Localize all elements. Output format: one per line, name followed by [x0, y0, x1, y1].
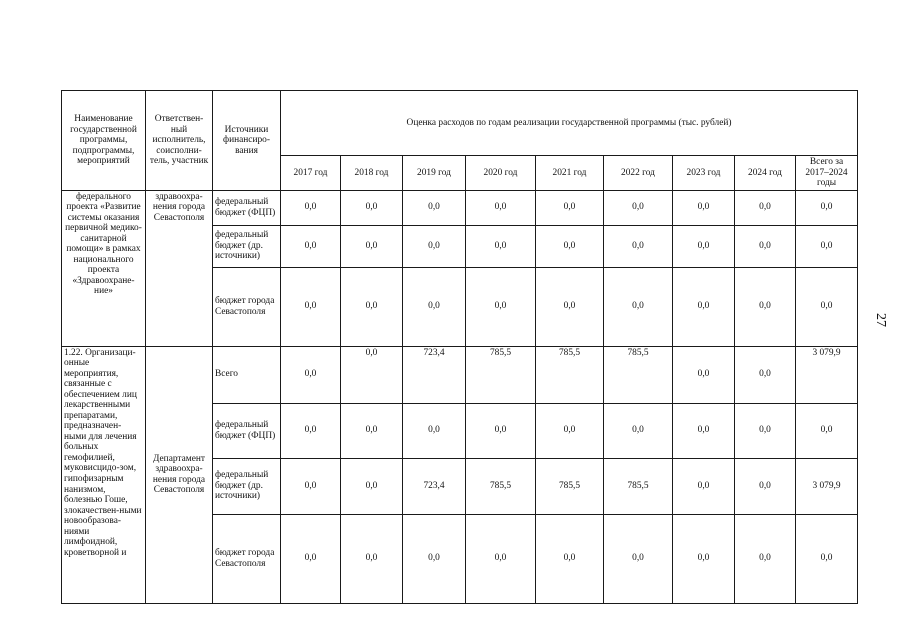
value-cell: 0,0	[673, 190, 735, 225]
value-cell: 785,5	[466, 458, 536, 514]
value-cell: 0,0	[341, 514, 403, 603]
total-cell: 3 079,9	[796, 458, 858, 514]
value-cell: 0,0	[341, 190, 403, 225]
value-cell: 0,0	[466, 225, 536, 267]
value-cell: 0,0	[281, 190, 341, 225]
value-cell: 0,0	[341, 267, 403, 346]
value-cell: 0,0	[735, 458, 796, 514]
value-cell: 0,0	[673, 346, 735, 403]
value-cell: 0,0	[536, 225, 604, 267]
value-cell: 0,0	[341, 458, 403, 514]
header-source: Источники финансиро-вания	[213, 91, 281, 191]
value-cell: 0,0	[735, 514, 796, 603]
value-cell: 0,0	[604, 267, 673, 346]
responsible-cell: Департамент здравоохра-нения города Севастополя	[146, 346, 213, 603]
value-cell: 0,0	[466, 403, 536, 458]
value-cell: 0,0	[466, 190, 536, 225]
value-cell: 0,0	[604, 403, 673, 458]
value-cell: 0,0	[536, 190, 604, 225]
responsible-cell: здравоохра-нения города Севастополя	[146, 190, 213, 346]
value-cell: 0,0	[604, 190, 673, 225]
value-cell: 0,0	[281, 514, 341, 603]
value-cell: 785,5	[604, 346, 673, 403]
source-cell: федеральный бюджет (ФЦП)	[213, 190, 281, 225]
budget-table	[61, 90, 858, 604]
header-name: Наименование государственной программы, подпрограммы, мероприятий	[62, 91, 146, 191]
year-cell: 2019 год	[403, 156, 466, 191]
source-cell: федеральный бюджет (др. источники)	[213, 458, 281, 514]
total-cell: 3 079,9	[796, 346, 858, 403]
source-cell: Всего	[213, 346, 281, 403]
total-cell: 0,0	[796, 403, 858, 458]
table-row	[62, 190, 858, 225]
value-cell: 0,0	[403, 514, 466, 603]
value-cell: 0,0	[536, 267, 604, 346]
value-cell: 0,0	[604, 225, 673, 267]
source-cell: федеральный бюджет (др. источники)	[213, 225, 281, 267]
value-cell: 0,0	[281, 225, 341, 267]
value-cell: 0,0	[281, 458, 341, 514]
value-cell: 0,0	[673, 458, 735, 514]
value-cell: 0,0	[281, 403, 341, 458]
value-cell: 0,0	[604, 514, 673, 603]
header-estimate: Оценка расходов по годам реализации государственной программы (тыс. рублей)	[281, 91, 858, 156]
value-cell: 0,0	[341, 346, 403, 403]
program-name-cell: федерального проекта «Развитие системы оказания первичной медико-санитарной помощи» в рамках национального проекта «Здравоохране-ние»	[62, 190, 146, 346]
value-cell: 0,0	[673, 225, 735, 267]
value-cell: 0,0	[341, 225, 403, 267]
year-cell: 2020 год	[466, 156, 536, 191]
value-cell: 0,0	[673, 267, 735, 346]
year-cell: 2018 год	[341, 156, 403, 191]
year-cell: 2024 год	[735, 156, 796, 191]
value-cell: 0,0	[673, 403, 735, 458]
header-responsible: Ответствен-ный исполнитель, соисполни-тель, участник	[146, 91, 213, 191]
value-cell: 0,0	[341, 403, 403, 458]
total-cell: 0,0	[796, 267, 858, 346]
value-cell: 0,0	[536, 403, 604, 458]
value-cell: 785,5	[536, 458, 604, 514]
value-cell: 723,4	[403, 346, 466, 403]
value-cell: 723,4	[403, 458, 466, 514]
value-cell: 0,0	[735, 403, 796, 458]
total-cell: 0,0	[796, 225, 858, 267]
value-cell: 0,0	[403, 190, 466, 225]
year-cell: 2022 год	[604, 156, 673, 191]
value-cell: 0,0	[403, 403, 466, 458]
total-cell: 0,0	[796, 190, 858, 225]
measure-name-cell: 1.22. Организаци-онные мероприятия, связанные с обеспечением лиц лекарственными препаратами, предназначен-ными для лечения больных гемофилией, муковисцидо-зом, гипофизарным нанизмом, болезнью Гоше, злокачествен-ными новообразова-ниями лимфоидной, кроветворной и	[62, 346, 146, 603]
value-cell: 0,0	[735, 225, 796, 267]
value-cell: 0,0	[466, 267, 536, 346]
year-cell: 2021 год	[536, 156, 604, 191]
year-cell: 2023 год	[673, 156, 735, 191]
year-cell: 2017 год	[281, 156, 341, 191]
table-row	[62, 346, 858, 403]
value-cell: 0,0	[403, 225, 466, 267]
source-cell: бюджет города Севастополя	[213, 267, 281, 346]
year-total-cell: Всего за 2017–2024 годы	[796, 156, 858, 191]
value-cell: 785,5	[604, 458, 673, 514]
value-cell: 0,0	[673, 514, 735, 603]
value-cell: 0,0	[735, 267, 796, 346]
value-cell: 0,0	[403, 267, 466, 346]
value-cell: 0,0	[536, 514, 604, 603]
source-cell: бюджет города Севастополя	[213, 514, 281, 603]
value-cell: 785,5	[466, 346, 536, 403]
value-cell: 0,0	[281, 267, 341, 346]
value-cell: 785,5	[536, 346, 604, 403]
header-row	[62, 91, 858, 156]
value-cell: 0,0	[735, 346, 796, 403]
value-cell: 0,0	[735, 190, 796, 225]
total-cell: 0,0	[796, 514, 858, 603]
source-cell: федеральный бюджет (ФЦП)	[213, 403, 281, 458]
value-cell: 0,0	[466, 514, 536, 603]
page-number: 27	[873, 313, 888, 327]
value-cell: 0,0	[281, 346, 341, 403]
